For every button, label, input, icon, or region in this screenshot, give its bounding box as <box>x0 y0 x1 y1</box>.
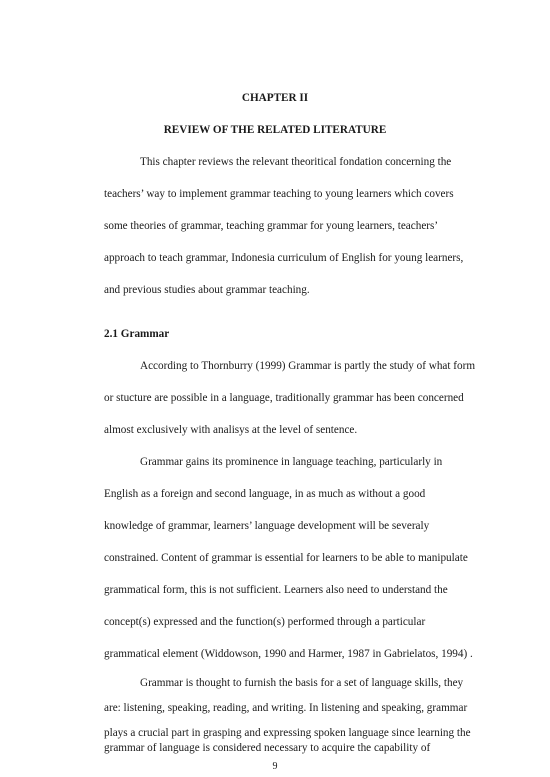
paragraph-line: concept(s) expressed and the function(s) performed through a particular <box>104 616 426 628</box>
intro-line: teachers’ way to implement grammar teaching to young learners which covers <box>104 188 454 200</box>
paragraph-line: grammar of language is considered necessary to acquire the capability of <box>104 742 431 754</box>
section-heading: 2.1 Grammar <box>104 328 170 340</box>
paragraph-line: knowledge of grammar, learners’ language development will be severaly <box>104 520 430 532</box>
paragraph-line: or stucture are possible in a language, traditionally grammar has been concerned <box>104 392 464 404</box>
paragraph-line: constrained. Content of grammar is essential for learners to be able to manipulate <box>104 552 468 564</box>
paragraph-line: According to Thornburry (1999) Grammar is partly the study of what form <box>140 360 476 372</box>
intro-line: and previous studies about grammar teaching. <box>104 284 310 296</box>
chapter-title: REVIEW OF THE RELATED LITERATURE <box>163 124 387 136</box>
paragraph-line: grammatical element (Widdowson, 1990 and Harmer, 1987 in Gabrielatos, 1994) . <box>104 648 473 660</box>
paragraph-line: Grammar is thought to furnish the basis for a set of language skills, they <box>140 677 464 689</box>
paragraph-line: plays a crucial part in grasping and expressing spoken language since learning the <box>104 727 471 739</box>
page-number: 9 <box>272 761 278 772</box>
paragraph-line: are: listening, speaking, reading, and writing. In listening and speaking, grammar <box>104 702 468 714</box>
paragraph-line: grammatical form, this is not sufficient. Learners also need to understand the <box>104 584 448 596</box>
chapter-number: CHAPTER II <box>241 92 309 104</box>
paragraph-line: almost exclusively with analisys at the level of sentence. <box>104 424 358 436</box>
intro-line: This chapter reviews the relevant theoritical fondation concerning the <box>140 156 452 168</box>
intro-line: approach to teach grammar, Indonesia curriculum of English for young learners, <box>104 252 464 264</box>
intro-line: some theories of grammar, teaching grammar for young learners, teachers’ <box>104 220 439 232</box>
paragraph-line: Grammar gains its prominence in language teaching, particularly in <box>140 456 443 468</box>
paragraph-line: English as a foreign and second language, in as much as without a good <box>104 488 426 500</box>
